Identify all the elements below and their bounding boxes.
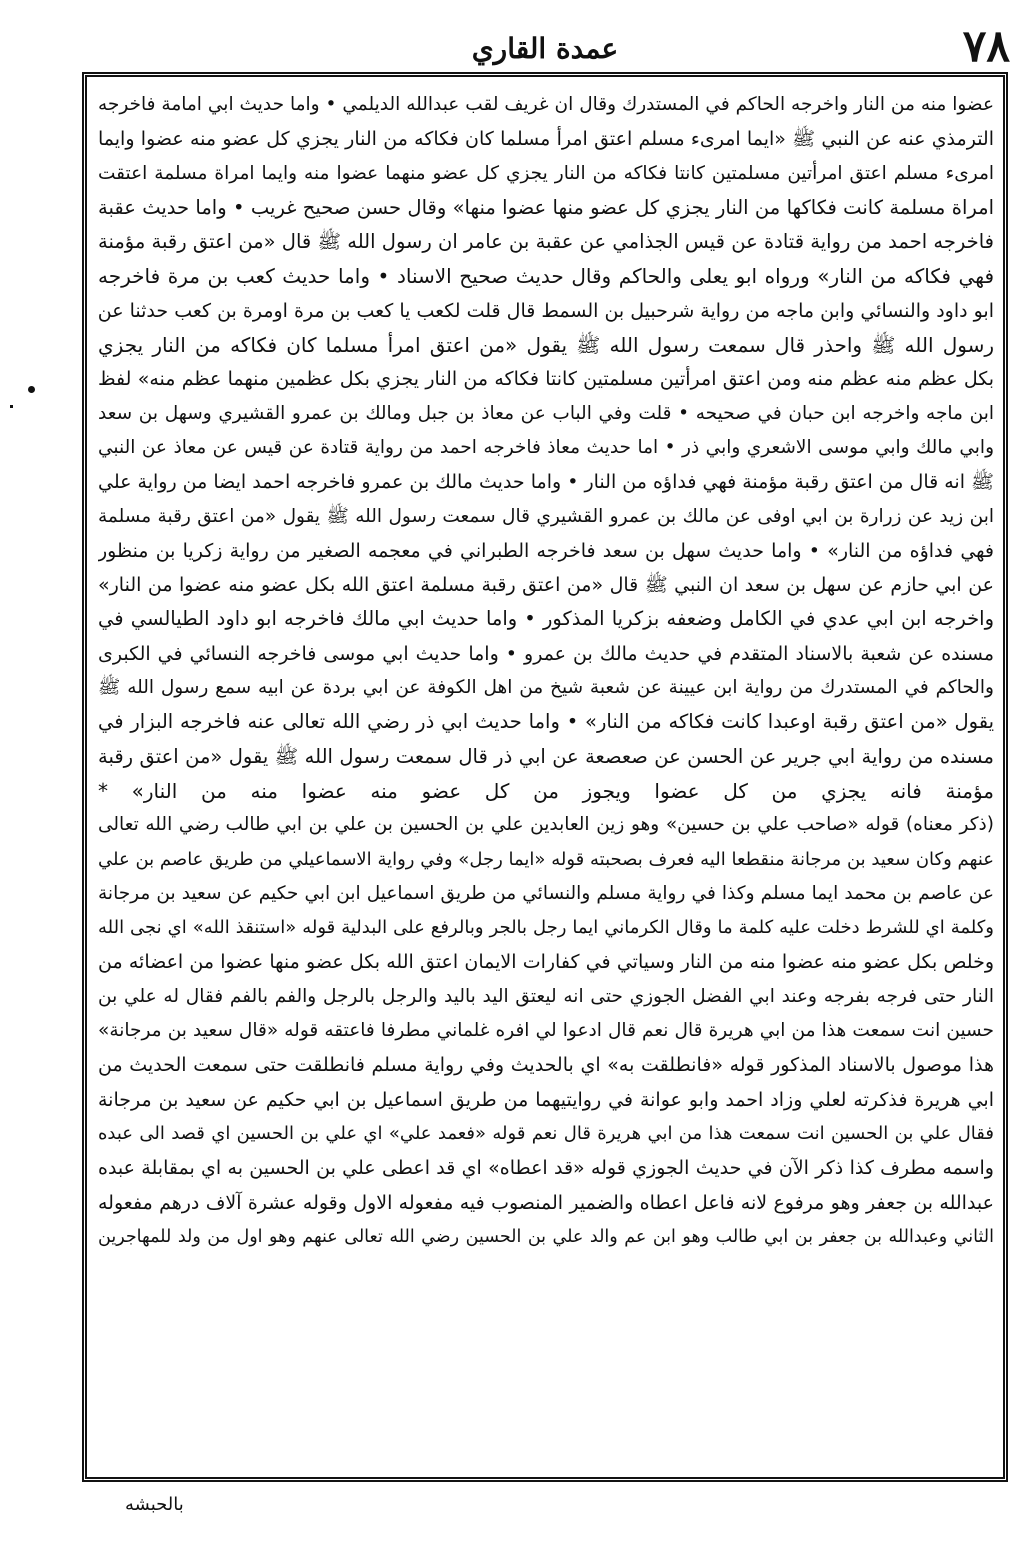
text-line: عضوا منه من النار واخرجه الحاكم في المستدرك وقال ان غريف لقب عبدالله الديلمي • واما حديث ابي امامة فاخرجه [98, 94, 994, 115]
margin-dot-mark [28, 386, 35, 393]
text-line: يقول «من اعتق رقبة اوعبدا كانت فكاكه من النار» • واما حديث ابي ذر رضي الله تعالى عنه فاخرجه البزار في [98, 710, 994, 734]
text-line: امرىء مسلم اعتق امرأتين مسلمتين كانتا فكاكه من النار يجزي كل عضو منهما عضوا منه وايما امراة مسلمة اعتقت [98, 162, 994, 184]
page-header [80, 22, 1010, 72]
text-line: رسول الله ﷺ واحذر قال سمعت رسول الله ﷺ يقول «من اعتق امرأ مسلما كان فكاكه من النار يجزي [98, 333, 994, 358]
text-line: والحاكم في المستدرك من رواية ابن عيينة عن شعبة شيخ من اهل الكوفة عن ابي بردة عن ابيه سمع رسول الله ﷺ [98, 677, 994, 699]
text-line: عنهم وكان سعيد بن مرجانة منقطعا اليه فعرف بصحبته قوله «ايما رجل» وفي رواية الاسماعيلي من طريق عاصم بن علي [98, 848, 994, 870]
text-line: الترمذي عنه عن النبي ﷺ «ايما امرىء مسلم اعتق امرأ مسلما كان فكاكه من النار يجزي كل عضو منه عضوا وايما [98, 128, 994, 151]
text-line: عن عاصم بن محمد ايما مسلم وكذا في رواية مسلم والنسائي من طريق اسماعيل ابن ابي حكيم عن سعيد بن مرجانة [98, 882, 994, 904]
text-line: واخرجه ابن ابي عدي في الكامل وضعفه بزكريا المذكور • واما حديث ابي مالك فاخرجه ابو داود الطيالسي في [98, 607, 994, 631]
text-line: ابن ماجه واخرجه ابن حبان في صحيحه • قلت وفي الباب عن معاذ بن جبل ومالك بن عمرو القشيري وسهل بن سعد [98, 402, 994, 424]
text-line: هذا موصول بالاسناد المذكور قوله «فانطلقت به» اي بالحديث وفي رواية مسلم فانطلقت حتى سمعت الحديث من [98, 1054, 994, 1077]
text-line: وابي مالك وابي موسى الاشعري وابي ذر • اما حديث معاذ فاخرجه احمد من رواية قتادة عن قيس عن معاذ عن النبي [98, 436, 994, 458]
text-line: فقال علي بن الحسين انت سمعت هذا من ابي هريرة قال نعم قوله «فعمد علي» اي علي بن الحسين اي قصد الى عبده [98, 1122, 994, 1144]
text-line: وكلمة اي للشرط دخلت عليه كلمة ما وقال الكرماني ايما رجل بالجر وبالرفع على البدلية قوله «استنقذ الله» اي نجى الله [98, 917, 994, 939]
text-line: ابي هريرة فذكرته لعلي وزاد احمد وابو عوانة في روايتيهما من طريق اسماعيل بن ابي حكيم عن سعيد بن مرجانة [98, 1088, 994, 1111]
text-line: النار حتى فرجه بفرجه وعند ابي الفضل الجوزي حتى انه ليعتق اليد باليد والرجل بالرجل والفم بالفم فقال له علي بن [98, 985, 994, 1007]
text-line: فاخرجه احمد من رواية قتادة عن قيس الجذامي عن عقبة بن عامر ان رسول الله ﷺ قال «من اعتق رقبة مؤمنة [98, 230, 994, 254]
footnote-catchword: بالحبشه [125, 1494, 184, 1515]
running-title: عمدة القاري [471, 32, 619, 65]
main-text-block [98, 88, 994, 1474]
text-line: مؤمنة فانه يجزي من كل عضوا ويجوز من كل عضو منه عضوا منه من النار» * [98, 778, 994, 803]
text-line: الثاني وعبدالله بن جعفر بن ابي طالب وهو ابن عم والد علي بن الحسين رضي الله تعالى عنهم وهو اول من ولد للمهاجرين [98, 1226, 994, 1247]
text-line: مسنده من رواية ابي جرير عن الحسن عن صعصعة عن ابي ذر قال سمعت رسول الله ﷺ يقول «من اعتق رقبة [98, 744, 994, 768]
text-line: وخلص بكل عضو منه عضوا منه من النار وسياتي في كفارات الايمان اعتق الله بكل عضو منها عضوا من اعضائه من [98, 951, 994, 974]
text-line: فهي فداؤه من النار» • واما حديث سهل بن سعد فاخرجه الطبراني في معجمه الصغير من رواية زكريا بن منظور [98, 539, 994, 562]
text-line: عن ابي حازم عن سهل بن سعد ان النبي ﷺ قال «من اعتق رقبة مسلمة اعتق الله بكل عضو منه عضوا من النار» [98, 574, 994, 597]
text-line: امراة مسلمة كانت فكاكها من النار يجزي كل عضو منها عضوا منها» وقال حسن صحيح غريب • واما حديث عقبة [98, 195, 994, 219]
text-line: بكل عظم منه عظم منه ومن اعتق امرأتين مسلمتين كانتا فكاكه من النار يجزي بكل عظمين منهما عظم منه» لفظ [98, 368, 994, 391]
text-line: (ذكر معناه) قوله «صاحب علي بن حسين» وهو زين العابدين علي بن الحسين بن علي بن ابي طالب رضي الله تعالى [98, 814, 994, 836]
text-line: واسمه مطرف كذا ذكر الآن في حديث الجوزي قوله «قد اعطاه» اي قد اعطى علي بن الحسين به اي بمقابلة عبده [98, 1157, 994, 1180]
text-line: ابن زيد عن زرارة بن ابي اوفى عن مالك بن عمرو القشيري قال سمعت رسول الله ﷺ يقول «من اعتق رقبة مسلمة [98, 505, 994, 527]
text-line: حسين انت سمعت هذا من ابي هريرة قال نعم قال ادعوا لي افره غلماني مطرفا فاعتقه قوله «قال سعيد بن مرجانة» [98, 1020, 994, 1042]
page-number: ٧٨ [962, 21, 1010, 72]
text-line: عبدالله بن جعفر وهو مرفوع لانه فاعل اعطاه والضمير المنصوب فيه مفعوله الاول وقوله عشرة آلاف درهم مفعوله [98, 1191, 994, 1214]
text-line: فهي فكاكه من النار» ورواه ابو يعلى والحاكم وقال حديث صحيح الاسناد • واما حديث كعب بن مرة فاخرجه [98, 264, 994, 289]
text-line: مسنده عن شعبة بالاسناد المتقدم في حديث مالك بن عمرو • واما حديث ابي موسى فاخرجه النسائي في الكبرى [98, 642, 994, 665]
text-line: ﷺ انه قال من اعتق رقبة مؤمنة فهي فداؤه من النار • واما حديث مالك بن عمرو فاخرجه احمد ايضا من رواية علي [98, 471, 994, 494]
text-line: ابو داود والنسائي وابن ماجه من رواية شرحبيل بن السمط قال قلت لكعب يا كعب بن مرة اومرة بن كعب حدثنا عن [98, 299, 994, 322]
margin-speck-mark [10, 405, 13, 408]
